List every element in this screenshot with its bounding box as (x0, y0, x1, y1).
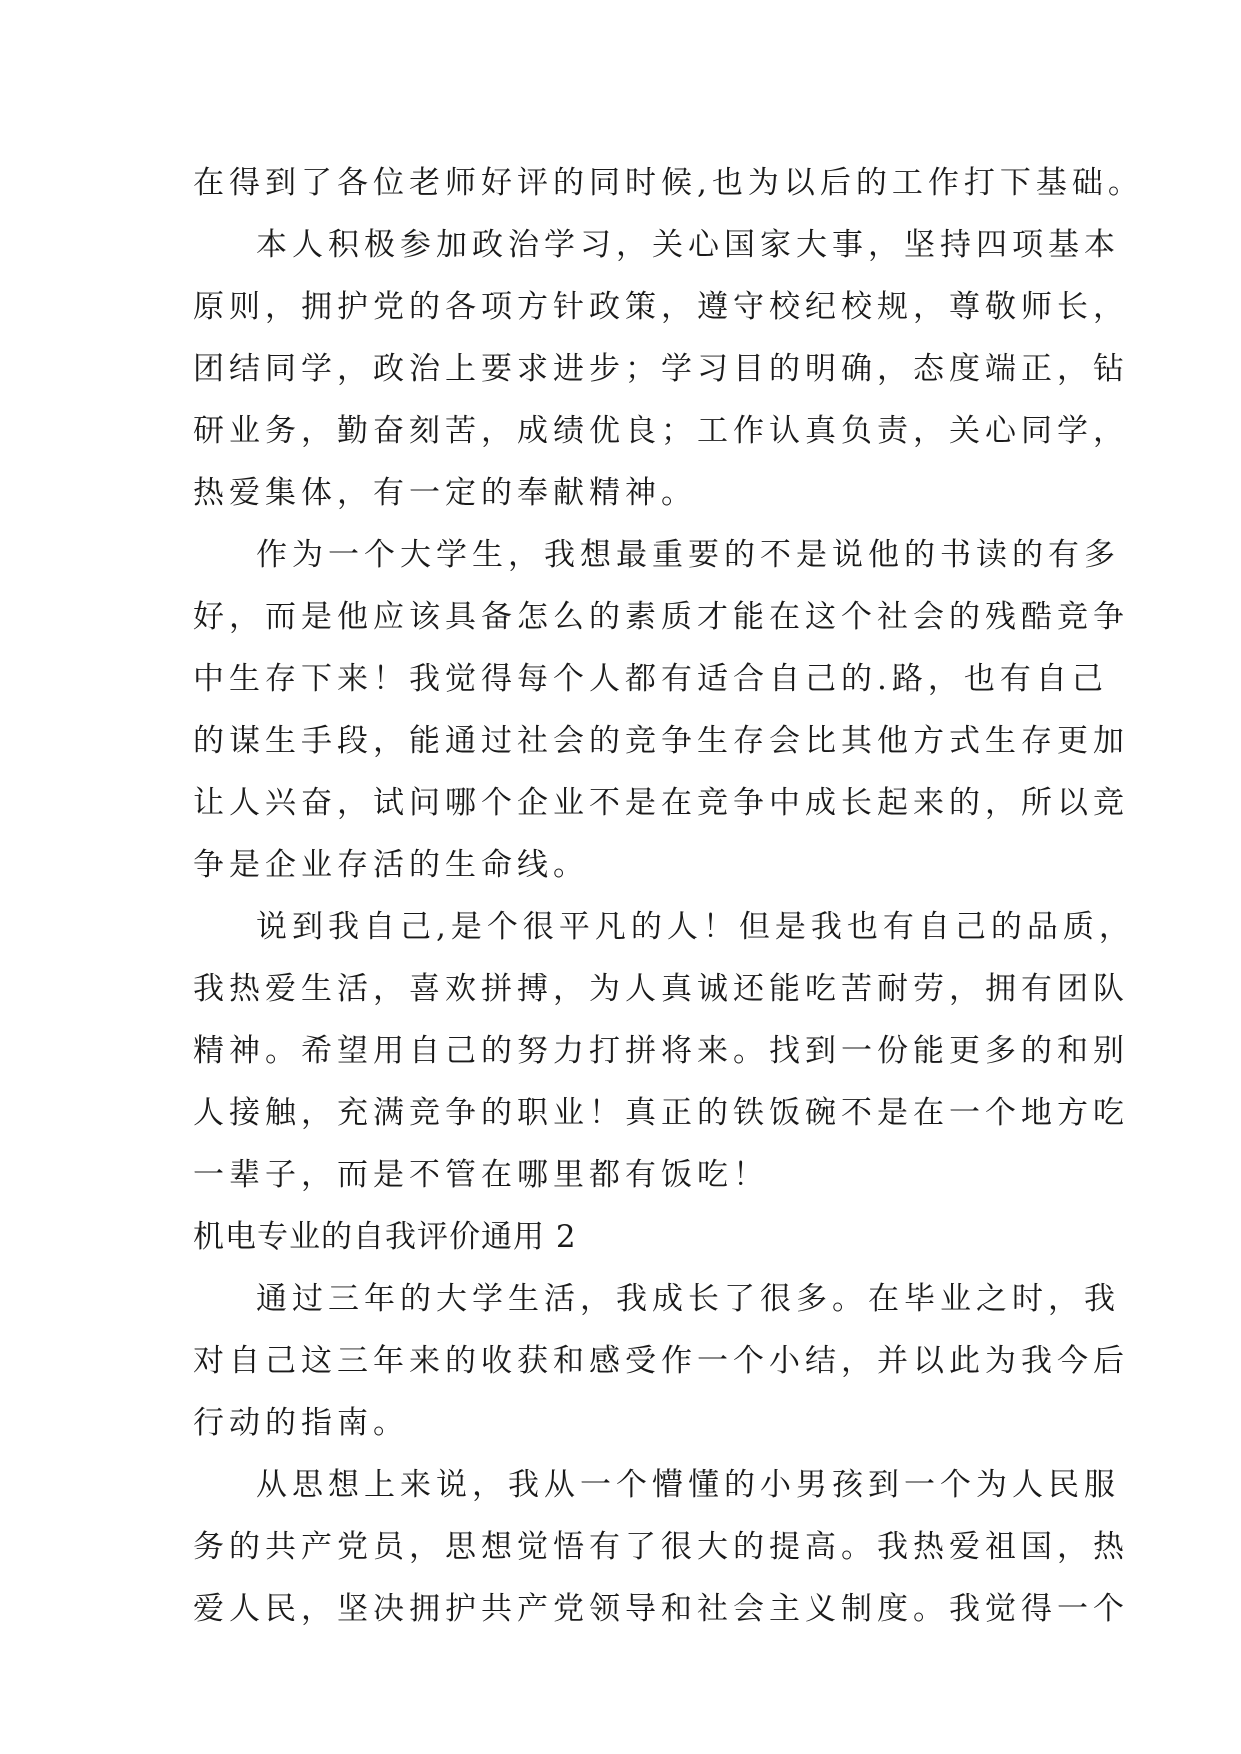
text-line: 人接触，充满竞争的职业！真正的铁饭碗不是在一个地方吃 (193, 1095, 1129, 1131)
paragraph-first-line: 作为一个大学生，我想最重要的不是说他的书读的有多 (256, 537, 1120, 573)
text-line: 一辈子，而是不管在哪里都有饭吃！ (193, 1157, 769, 1193)
text-line: 精神。希望用自己的努力打拼将来。找到一份能更多的和别 (193, 1033, 1129, 1069)
text-line: 我热爱生活，喜欢拼搏，为人真诚还能吃苦耐劳，拥有团队 (193, 971, 1129, 1007)
text-line: 的谋生手段，能通过社会的竞争生存会比其他方式生存更加 (193, 723, 1129, 759)
text-line: 爱人民，坚决拥护共产党领导和社会主义制度。我觉得一个 (193, 1591, 1129, 1627)
text-line: 对自己这三年来的收获和感受作一个小结，并以此为我今后 (193, 1343, 1129, 1379)
text-line: 务的共产党员，思想觉悟有了很大的提高。我热爱祖国，热 (193, 1529, 1129, 1565)
text-line: 研业务，勤奋刻苦，成绩优良；工作认真负责，关心同学， (193, 413, 1129, 449)
text-line: 原则，拥护党的各项方针政策，遵守校纪校规，尊敬师长， (193, 289, 1129, 325)
paragraph-first-line: 从思想上来说，我从一个懵懂的小男孩到一个为人民服 (256, 1467, 1120, 1503)
text-line: 让人兴奋，试问哪个企业不是在竞争中成长起来的，所以竞 (193, 785, 1129, 821)
text-line: 在得到了各位老师好评的同时候,也为以后的工作打下基础。 (193, 165, 1144, 201)
text-line: 团结同学，政治上要求进步；学习目的明确，态度端正，钻 (193, 351, 1129, 387)
paragraph-first-line: 本人积极参加政治学习，关心国家大事，坚持四项基本 (256, 227, 1120, 263)
text-line: 争是企业存活的生命线。 (193, 847, 589, 883)
paragraph-first-line: 通过三年的大学生活，我成长了很多。在毕业之时，我 (256, 1281, 1120, 1317)
text-line: 好，而是他应该具备怎么的素质才能在这个社会的残酷竞争 (193, 599, 1129, 635)
paragraph-first-line: 说到我自己,是个很平凡的人！但是我也有自己的品质， (256, 909, 1135, 945)
text-line: 热爱集体，有一定的奉献精神。 (193, 475, 697, 511)
text-line: 中生存下来！我觉得每个人都有适合自己的.路，也有自己 (193, 661, 1108, 697)
text-line: 行动的指南。 (193, 1405, 409, 1441)
section-heading: 机电专业的自我评价通用 2 (193, 1219, 577, 1255)
